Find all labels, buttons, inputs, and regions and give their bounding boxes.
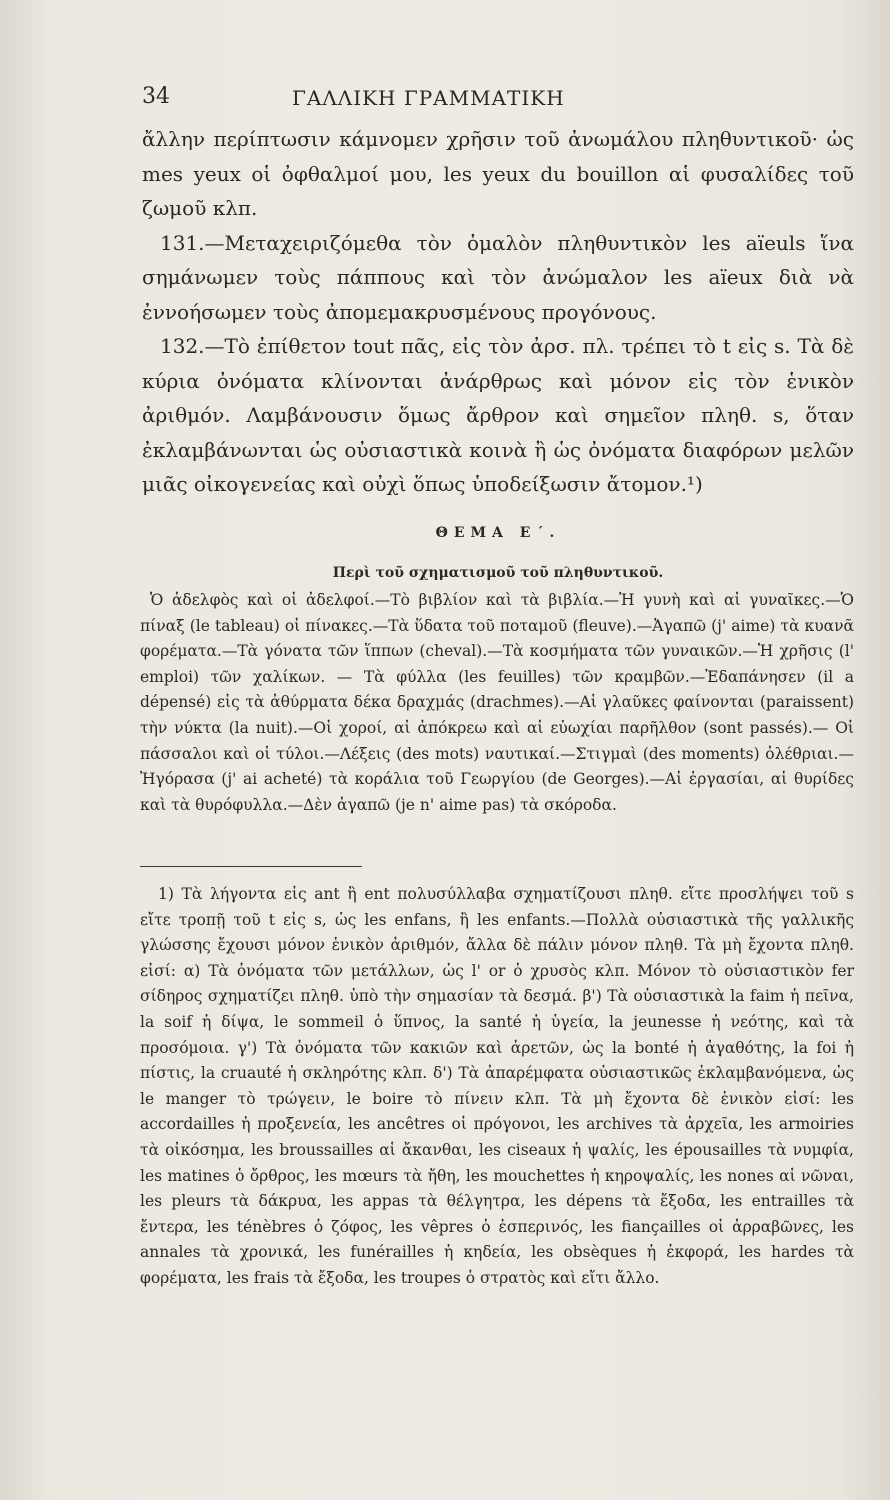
page-number: 34 (142, 84, 170, 109)
paragraph-continuation: ἄλλην περίπτωσιν κάμνομεν χρῆσιν τοῦ ἀνωμάλου πληθυντικοῦ· ὡς mes yeux οἱ ὀφθαλμοί μου, les yeux du bouillon αἱ φυσαλίδες τοῦ ζωμοῦ κλπ. (142, 127, 854, 220)
footnote-divider (140, 866, 362, 867)
paragraph-131: 131.—Μεταχειριζόμεθα τὸν ὁμαλὸν πληθυντικὸν les aïeuls ἵνα σημάνωμεν τοὺς πάππους καὶ τὸν ἀνώμαλον les aïeux διὰ νὰ ἐννοήσωμεν τοὺς ἀπομεμακρυσμένους προγόνους. (142, 230, 854, 324)
footnote (140, 882, 854, 1292)
exercise-subtitle: Περὶ τοῦ σχηματισμοῦ τοῦ πληθυντικοῦ. (332, 565, 664, 581)
page-header (142, 84, 662, 114)
exercise-title: ΘΕΜΑ Ε΄. (435, 525, 561, 541)
footnote-paragraph: 1) Τὰ λήγοντα εἰς ant ἢ ent πολυσύλλαβα σχηματίζουσι πληθ. εἴτε προσλήψει τοῦ s εἴτε τροπῇ τοῦ t εἰς s, ὡς les enfans, ἢ les enfants.—Πολλὰ οὐσιαστικὰ τῆς γαλλικῆς γλώσσης ἔχουσι μόνον ἑνικὸν ἀριθμόν, ἄλλα δὲ πάλιν μόνον πληθ. Τὰ μὴ ἔχοντα πληθ. εἰσί: α) Τὰ ὀνόματα τῶν μετάλλων, ὡς l' or ὁ χρυσὸς κλπ. Μόνον τὸ οὐσιαστικὸν fer σίδηρος σχηματίζει πληθ. ὑπὸ τὴν σημασίαν τὰ δεσμά. β') Τὰ οὐσιαστικὰ la faim ἡ πεῖνα, la soif ἡ δίψα, le sommeil ὁ ὕπνος, la santé ἡ ὑγεία, la jeunesse ἡ νεότης, καὶ τὰ προσόμοια. γ') Τὰ ὀνόματα τῶν κακιῶν καὶ ἀρετῶν, ὡς la bonté ἡ ἀγαθότης, la foi ἡ πίστις, la cruauté ἡ σκληρότης κλπ. δ') Τὰ ἀπαρέμφατα οὐσιαστικῶς ἐκλαμβανόμενα, ὡς le manger τὸ τρώγειν, le boire τὸ πίνειν κλπ. Τὰ μὴ ἔχοντα δὲ ἑνικὸν εἰσί: les accordailles ἡ προξενεία, les ancêtres οἱ πρόγονοι, les archives τὰ ἀρχεῖα, les armoiries τὰ οἰκόσημα, les broussailles αἱ ἄκανθαι, les ciseaux ἡ ψαλίς, les épousailles τὰ νυμφία, les matines ὁ ὄρθρος, les mœurs τὰ ἤθη, les mouchettes ἡ κηροψαλίς, les nones αἱ νῶναι, les pleurs τὰ δάκρυα, les appas τὰ θέλγητρα, les dépens τὰ ἔξοδα, les entrailles τὰ ἔντερα, les ténèbres ὁ ζόφος, les vêpres ὁ ἑσπερινός, les fiançailles οἱ ἀρραβῶνες, les annales τὰ χρονικά, les funérailles ἡ κηδεία, les obsèques ἡ ἐκφορά, les hardes τὰ φορέματα, les frais τὰ ἔξοδα, les troupes ὁ στρατὸς καὶ εἴτι ἄλλο. (140, 885, 854, 1287)
running-title: ΓΑΛΛΙΚΗ ΓΡΑΜΜΑΤΙΚΗ (292, 86, 565, 110)
paragraph-132: 132.—Τὸ ἐπίθετον tout πᾶς, εἰς τὸν ἀρσ. πλ. τρέπει τὸ t εἰς s. Τὰ δὲ κύρια ὀνόματα κλίνονται ἀνάρθρως καὶ μόνον εἰς τὸν ἑνικὸν ἀριθμόν. Λαμβάνουσιν ὅμως ἄρθρον καὶ σημεῖον πληθ. s, ὅταν ἐκλαμβάνωνται ὡς οὐσιαστικὰ κοινὰ ἢ ὡς ὀνόματα διαφόρων μελῶν μιᾶς οἰκογενείας καὶ οὐχὶ ὅπως ὑποδείξωσιν ἄτομον.¹) (142, 334, 854, 496)
exercise-paragraph: Ὁ ἀδελφὸς καὶ οἱ ἀδελφοί.—Τὸ βιβλίον καὶ τὰ βιβλία.—Ἡ γυνὴ καὶ αἱ γυναῖκες.—Ὁ πίναξ (le tableau) οἱ πίνακες.—Τὰ ὕδατα τοῦ ποταμοῦ (fleuve).—Ἀγαπῶ (j' aime) τὰ κυανᾶ φορέματα.—Τὰ γόνατα τῶν ἵππων (cheval).—Τὰ κοσμήματα τῶν γυναικῶν.—Ἡ χρῆσις (l' emploi) τῶν χαλίκων. — Τὰ φύλλα (les feuilles) τῶν κραμβῶν.—Ἐδαπάνησεν (il a dépensé) εἰς τὰ ἀθύρματα δέκα δραχμάς (drachmes).—Αἱ γλαῦκες φαίνονται (paraissent) τὴν νύκτα (la nuit).—Οἱ χοροί, αἱ ἀπόκρεω καὶ αἱ εὐωχίαι παρῆλθον (sont passés).— Οἱ πάσσαλοι καὶ οἱ τύλοι.—Λέξεις (des mots) ναυτικαί.—Στιγμαὶ (des moments) ὀλέθριαι.—Ἠγόρασα (j' ai acheté) τὰ κοράλια τοῦ Γεωργίου (de Georges).—Αἱ ἐργασίαι, αἱ θυρίδες καὶ τὰ θυρόφυλλα.—Δὲν ἀγαπῶ (je n' aime pas) τὰ σκόροδα. (140, 591, 854, 814)
exercise-text (140, 588, 854, 818)
main-text (142, 122, 854, 502)
